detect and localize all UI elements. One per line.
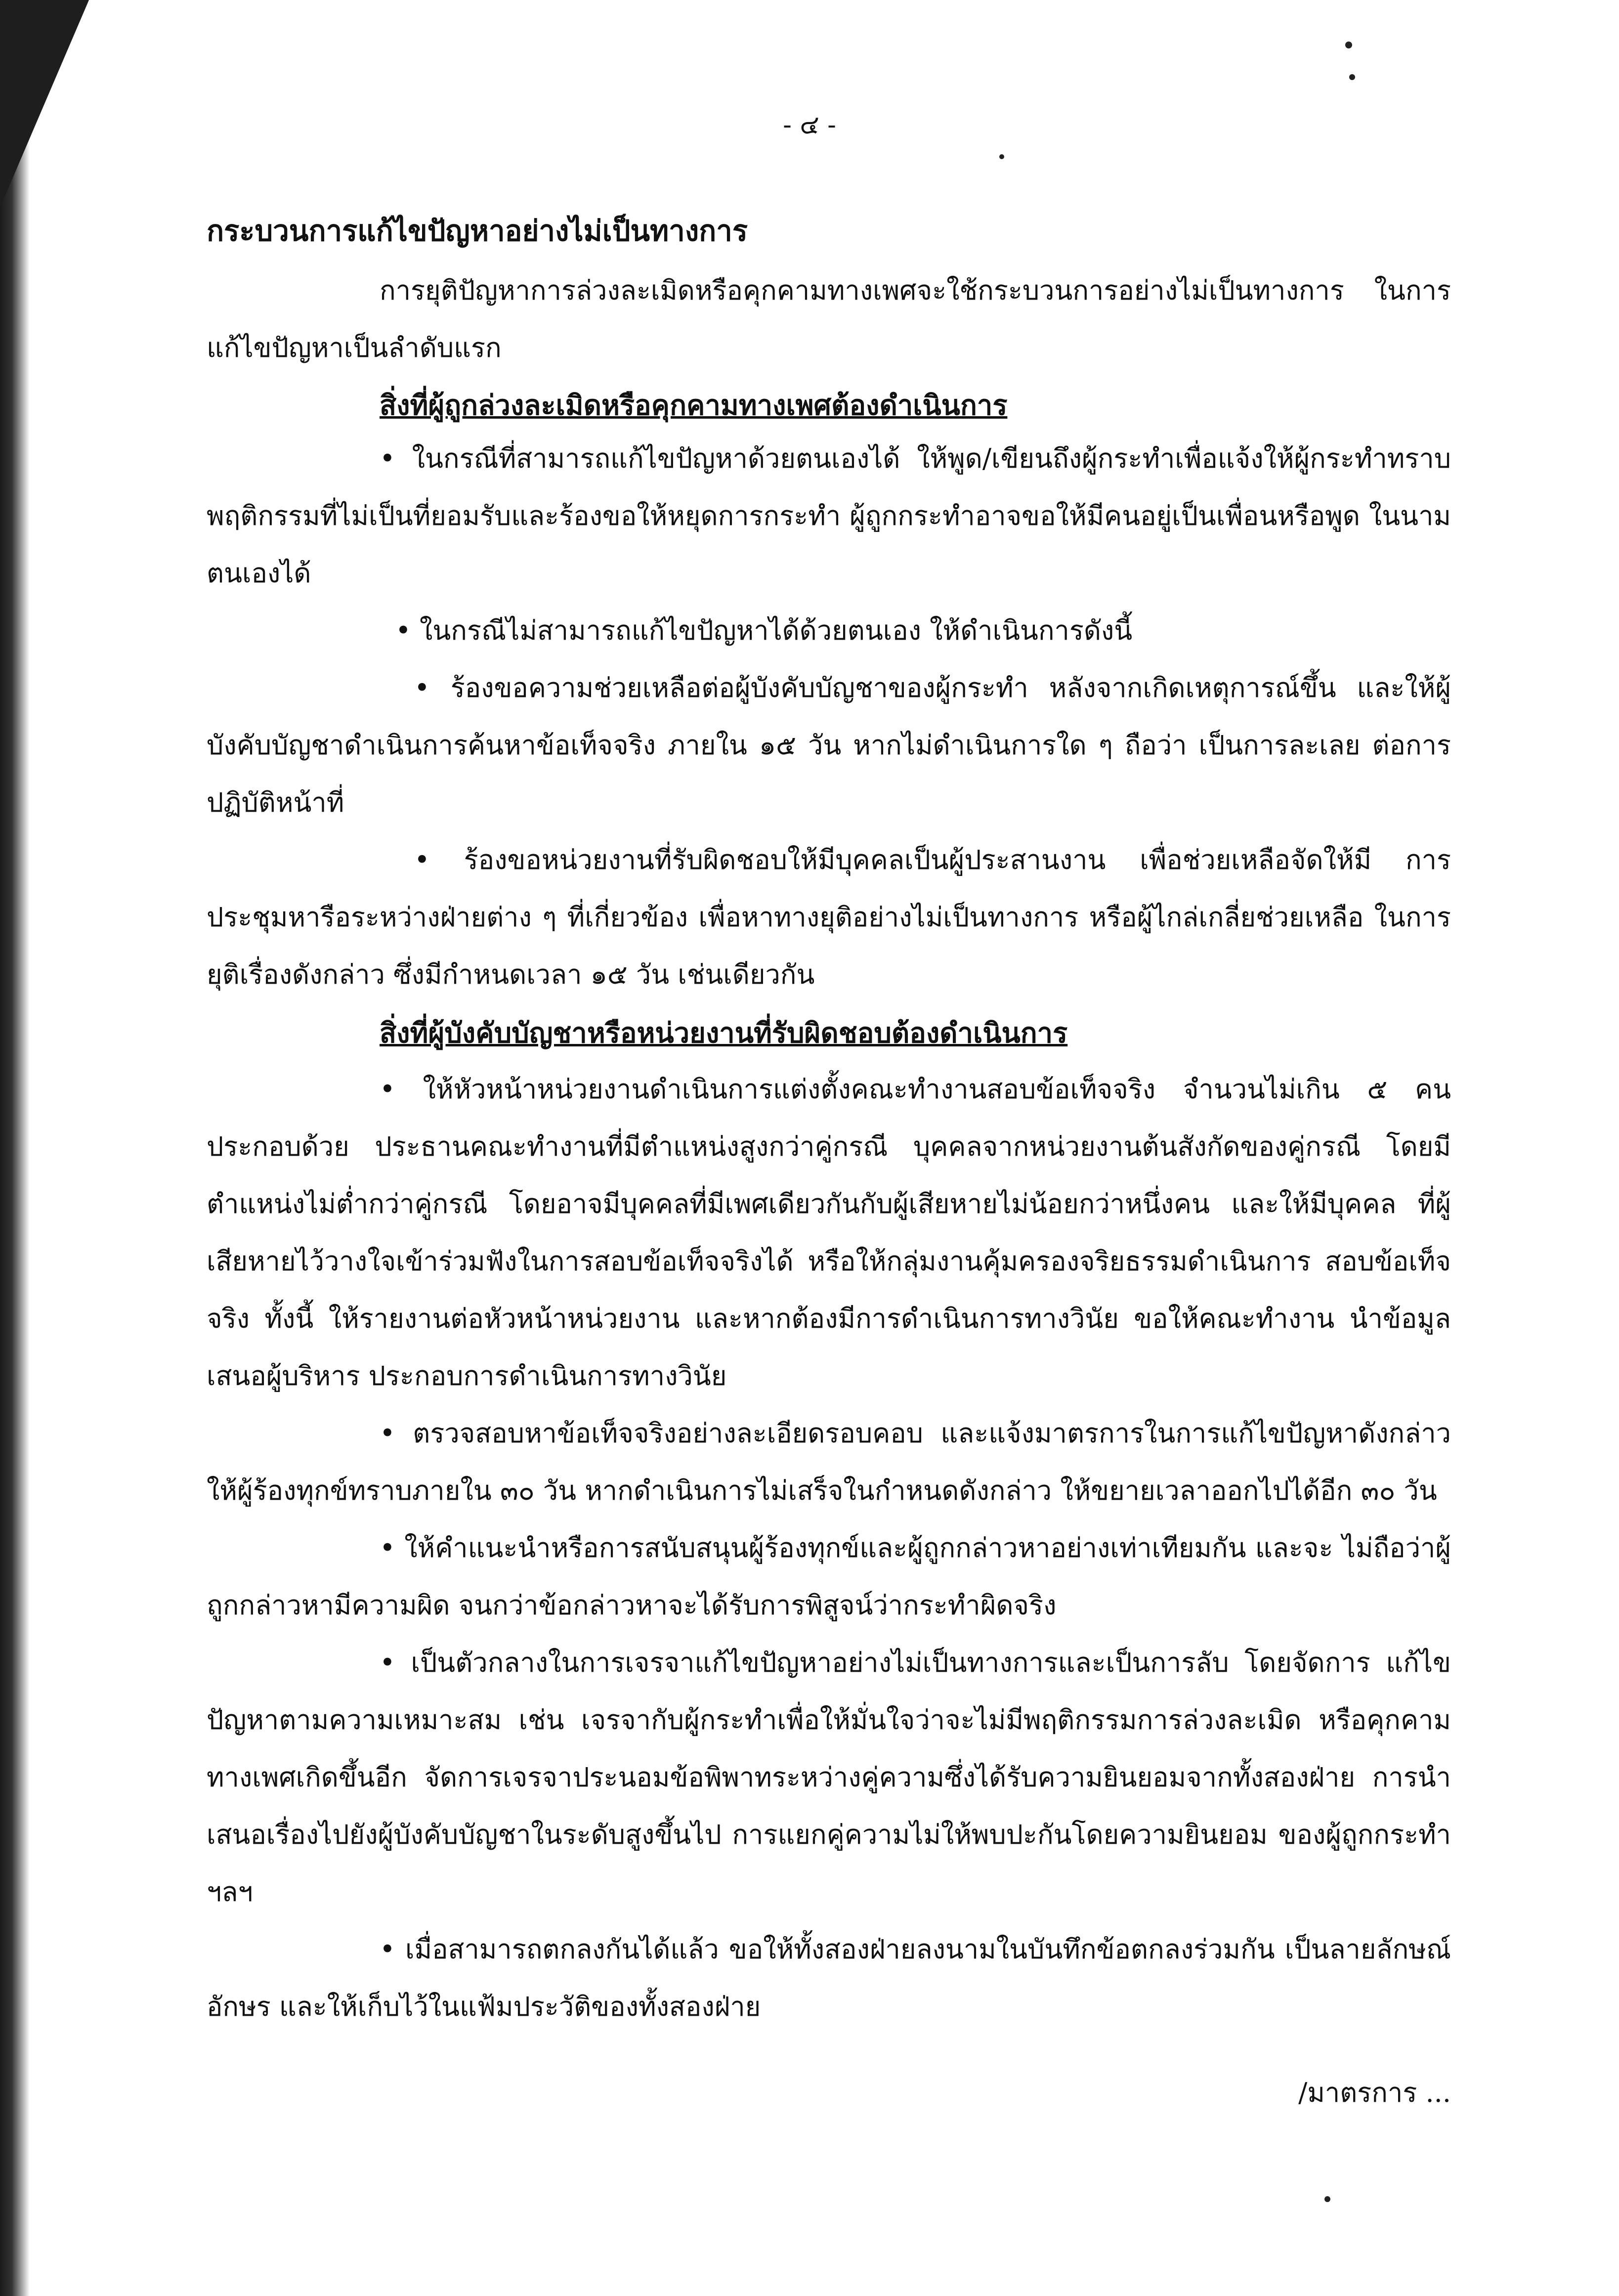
- paragraph-request-supervisor: • ร้องขอความช่วยเหลือต่อผู้บังคับบัญชาของผู้กระทำ หลังจากเกิดเหตุการณ์ขึ้น และให้ผู้บังคับบัญชาดำเนินการค้นหาข้อเท็จจริง ภายใน ๑๕ วัน หากไม่ดำเนินการใด ๆ ถือว่า เป็นการละเลย ต่อการปฏิบัติหน้าที่: [207, 672, 1451, 818]
- paragraph-self-resolution: • ในกรณีที่สามารถแก้ไขปัญหาด้วยตนเองได้ ให้พูด/เขียนถึงผู้กระทำเพื่อแจ้งให้ผู้กระทำทราบ พฤติกรรมที่ไม่เป็นที่ยอมรับและร้องขอให้หยุดการกระทำ ผู้ถูกกระทำอาจขอให้มีคนอยู่เป็นเพื่อนหรือพูด ในนามตนเองได้: [207, 443, 1451, 589]
- subheading-victim-actions: สิ่งที่ผู้ถูกล่วงละเมิดหรือคุกคามทางเพศต้องดำเนินการ: [380, 389, 1008, 422]
- scan-speck: [999, 154, 1004, 159]
- intro-paragraph: การยุติปัญหาการล่วงละเมิดหรือคุกคามทางเพศจะใช้กระบวนการอย่างไม่เป็นทางการ ในการแก้ไขปัญหาเป็นลำดับแรก: [207, 275, 1451, 363]
- paragraph-request-coordinator: • ร้องขอหน่วยงานที่รับผิดชอบให้มีบุคคลเป็นผู้ประสานงาน เพื่อช่วยเหลือจัดให้มี การประชุมหารือระหว่างฝ่ายต่าง ๆ ที่เกี่ยวข้อง เพื่อหาทางยุติอย่างไม่เป็นทางการ หรือผู้ไกล่เกลี่ยช่วยเหลือ ในการยุติเรื่องดังกล่าว ซึ่งมีกำหนดเวลา ๑๕ วัน เช่นเดียวกัน: [207, 844, 1451, 990]
- paragraph-unable-self-resolve: • ในกรณีไม่สามารถแก้ไขปัญหาได้ด้วยตนเอง ให้ดำเนินการดังนี้: [395, 615, 1133, 646]
- continuation-note: /มาตรการ ...: [1298, 2077, 1451, 2108]
- scan-shadow-edge: [0, 0, 30, 2296]
- paragraph-appoint-committee: • ให้หัวหน้าหน่วยงานดำเนินการแต่งตั้งคณะทำงานสอบข้อเท็จจริง จำนวนไม่เกิน ๕ คน ประกอบด้วย ประธานคณะทำงานที่มีตำแหน่งสูงกว่าคู่กรณี บุคคลจากหน่วยงานต้นสังกัดของคู่กรณี โดยมีตำแหน่งไม่ต่ำกว่าคู่กรณี โดยอาจมีบุคคลที่มีเพศเดียวกันกับผู้เสียหายไม่น้อยกว่าหนึ่งคน และให้มีบุคคล ที่ผู้เสียหายไว้วางใจเข้าร่วมฟังในการสอบข้อเท็จจริงได้ หรือให้กลุ่มงานคุ้มครองจริยธรรมดำเนินการ สอบข้อเท็จจริง ทั้งนี้ ให้รายงานต่อหัวหน้าหน่วยงาน และหากต้องมีการดำเนินการทางวินัย ขอให้คณะทำงาน นำข้อมูลเสนอผู้บริหาร ประกอบการดำเนินการทางวินัย: [207, 1074, 1451, 1391]
- scan-speck: [1349, 74, 1355, 80]
- subheading-supervisor-actions: สิ่งที่ผู้บังคับบัญชาหรือหน่วยงานที่รับผิดชอบต้องดำเนินการ: [380, 1017, 1068, 1049]
- paragraph-investigate: • ตรวจสอบหาข้อเท็จจริงอย่างละเอียดรอบคอบ และแจ้งมาตรการในการแก้ไขปัญหาดังกล่าว ให้ผู้ร้องทุกข์ทราบภายใน ๓๐ วัน หากดำเนินการไม่เสร็จในกำหนดดังกล่าว ให้ขยายเวลาออกไปได้อีก ๓๐ วัน: [207, 1418, 1451, 1506]
- scan-speck: [1324, 2196, 1330, 2202]
- paragraph-sign-agreement: • เมื่อสามารถตกลงกันได้แล้ว ขอให้ทั้งสองฝ่ายลงนามในบันทึกข้อตกลงร่วมกัน เป็นลายลักษณ์อักษร และให้เก็บไว้ในแฟ้มประวัติของทั้งสองฝ่าย: [207, 1934, 1451, 2022]
- paragraph-mediate: • เป็นตัวกลางในการเจรจาแก้ไขปัญหาอย่างไม่เป็นทางการและเป็นการลับ โดยจัดการ แก้ไขปัญหาตามความเหมาะสม เช่น เจรจากับผู้กระทำเพื่อให้มั่นใจว่าจะไม่มีพฤติกรรมการล่วงละเมิด หรือคุกคามทางเพศเกิดขึ้นอีก จัดการเจรจาประนอมข้อพิพาทระหว่างคู่ความซึ่งได้รับความยินยอมจากทั้งสองฝ่าย การนำเสนอเรื่องไปยังผู้บังคับบัญชาในระดับสูงขึ้นไป การแยกคู่ความไม่ให้พบปะกันโดยความยินยอม ของผู้ถูกกระทำ ฯลฯ: [207, 1647, 1451, 1907]
- section-heading: กระบวนการแก้ไขปัญหาอย่างไม่เป็นทางการ: [207, 214, 748, 248]
- paragraph-advise-support: • ให้คำแนะนำหรือการสนับสนุนผู้ร้องทุกข์และผู้ถูกกล่าวหาอย่างเท่าเทียมกัน และจะ ไม่ถือว่าผู้ถูกกล่าวหามีความผิด จนกว่าข้อกล่าวหาจะได้รับการพิสูจน์ว่ากระทำผิดจริง: [207, 1532, 1451, 1621]
- page-number: - ๔ -: [783, 110, 836, 140]
- scan-speck: [1345, 42, 1352, 48]
